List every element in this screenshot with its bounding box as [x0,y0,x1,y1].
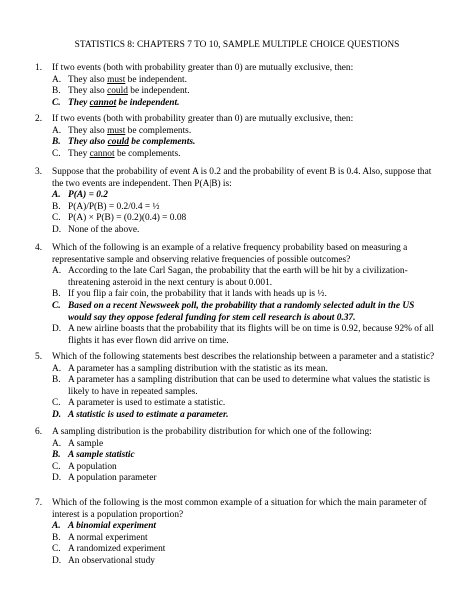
option-d-continued: flights it has ever flown did arrive on time. [68,335,229,346]
option-b-correct [0,450,474,462]
option-b-correct [0,137,474,149]
question-stem [0,114,474,126]
question-number: 1. [35,63,43,73]
question-3 [0,167,474,237]
question-text: A sampling distribution is the probability distribution for which one of the following: [52,427,372,437]
option-letter: B. [52,375,61,386]
option-b [0,86,474,98]
option-c [0,149,474,161]
option-text: be independent. [116,97,180,108]
option-letter: C. [52,300,61,311]
question-stem [0,243,474,255]
option-text: None of the above. [68,224,140,235]
question-2 [0,114,474,160]
option-text: P(A) × P(B) = (0.2)(0.4) = 0.08 [68,213,187,224]
question-stem [0,352,474,364]
option-letter: A. [52,363,62,374]
question-number: 2. [35,114,43,124]
option-text: A population parameter [68,473,157,484]
question-stem-continued [0,179,474,191]
option-emphasis: could [107,86,128,97]
question-text: Which of the following is an example of a relative frequency probability based on measuring a [52,243,408,253]
option-letter: A. [52,125,62,136]
option-letter: C. [52,97,61,108]
question-text: representative sample and observing relative frequencies of possible outcomes? [52,254,351,265]
option-text: be independent. [127,86,190,97]
option-c [0,544,474,556]
option-text: A randomized experiment [68,544,166,555]
option-letter: D. [52,224,62,235]
question-stem-continued [0,255,474,267]
option-text: A binomial experiment [68,521,157,532]
option-emphasis: cannot [89,97,117,108]
option-text: be complements. [125,125,192,136]
option-c-correct [0,301,474,313]
question-stem [0,167,474,179]
option-text: A parameter has a sampling distribution with the statistic as its mean. [68,363,328,374]
question-text: interest is a population proportion? [52,509,184,520]
option-b [0,533,474,545]
option-c [0,213,474,225]
option-d [0,324,474,336]
option-letter: C. [52,148,61,159]
option-c [0,398,474,410]
option-text: If you flip a fair coin, the probability that it lands with heads up is ½. [68,289,327,300]
question-text: the two events are independent. Then P(A|B) is: [52,178,232,189]
option-text: Based on a recent Newsweek poll, the probability that a randomly selected adult in the US [68,300,415,311]
question-text: Suppose that the probability of event A is 0.2 and the probability of event B is 0.4. Also, suppose that [52,167,432,177]
option-a [0,266,474,278]
option-c-continued: would say they oppose federal funding for stem cell research is about 0.37. [68,312,356,323]
page-title: STATISTICS 8: CHAPTERS 7 TO 10, SAMPLE MULTIPLE CHOICE QUESTIONS [74,40,400,50]
option-b [0,289,474,301]
option-text: They also [68,74,108,85]
option-b [0,375,474,387]
question-text: If two events (both with probability greater than 0) are mutually exclusive, then: [52,63,354,73]
option-d-correct [0,410,474,422]
option-text: be independent. [125,74,187,85]
option-letter: B. [52,86,61,97]
option-d [0,556,474,568]
option-text: P(A)/P(B) = 0.2/0.4 = ½ [68,201,160,212]
option-letter: D. [52,555,62,566]
question-number: 6. [35,427,43,437]
question-6 [0,427,474,485]
option-a-continued: threatening asteroid in the next century is about 0.001. [68,277,273,288]
question-number: 4. [35,243,43,253]
option-letter: B. [52,289,61,300]
option-letter: A. [52,266,62,277]
option-letter: C. [52,544,61,555]
option-text: They [68,97,90,108]
option-emphasis: must [107,74,126,85]
question-stem [0,498,474,510]
option-text: be complements. [128,137,196,148]
option-emphasis: could [107,137,129,148]
option-d [0,473,474,485]
option-text: P(A) = 0.2 [68,190,108,201]
option-text: A sample statistic [68,450,135,461]
option-c [0,462,474,474]
option-text: A normal experiment [68,532,148,543]
option-text: According to the late Carl Sagan, the probability that the earth will be hit by a civilization- [68,266,408,277]
option-c-correct [0,98,474,110]
option-emphasis: must [107,125,126,136]
question-5 [0,352,474,422]
option-letter: C. [52,461,61,472]
option-letter: A. [52,521,61,532]
option-text: be complements. [114,148,181,159]
option-letter: B. [52,450,61,461]
question-stem [0,63,474,75]
option-letter: C. [52,213,61,224]
option-text: A parameter has a sampling distribution that can be used to determine what values the statistic is [68,375,430,386]
option-a-correct [0,190,474,202]
option-text: They also [68,86,108,97]
option-a [0,126,474,138]
option-letter: B. [52,532,61,543]
option-letter: D. [52,473,62,484]
option-text: A sample [68,438,104,449]
option-text: An observational study [68,555,155,566]
question-text: If two events (both with probability greater than 0) are mutually exclusive, then: [52,114,354,124]
question-stem-continued [0,510,474,522]
option-letter: B. [52,137,61,148]
option-letter: D. [52,324,62,335]
question-stem [0,427,474,439]
option-text: A parameter is used to estimate a statistic. [68,398,226,409]
option-letter: B. [52,201,61,212]
option-letter: C. [52,398,61,409]
option-a [0,75,474,87]
question-1 [0,63,474,109]
option-text: A new airline boasts that the probability that its flights will be on time is 0.92, because 92% of all [68,324,434,335]
option-text: A population [68,461,117,472]
question-4 [0,243,474,347]
option-a [0,364,474,376]
option-text: They also [68,125,108,136]
option-text: They also [68,137,108,148]
question-number: 3. [35,167,43,177]
option-a [0,439,474,451]
option-letter: A. [52,190,61,201]
option-b [0,202,474,214]
question-7 [0,498,474,568]
question-number: 7. [35,498,43,508]
option-text: A statistic is used to estimate a parameter. [68,409,229,420]
option-text: They [68,148,90,159]
question-text: Which of the following statements best describes the relationship between a parameter and a statistic? [52,352,435,362]
question-number: 5. [35,352,43,362]
option-d [0,225,474,237]
option-a-correct [0,521,474,533]
option-letter: D. [52,409,62,420]
option-letter: A. [52,74,62,85]
option-b-continued: likely to have in repeated samples. [68,386,198,397]
question-text: Which of the following is the most common example of a situation for which the main parameter of [52,498,427,508]
option-emphasis: cannot [89,148,115,159]
option-letter: A. [52,438,62,449]
